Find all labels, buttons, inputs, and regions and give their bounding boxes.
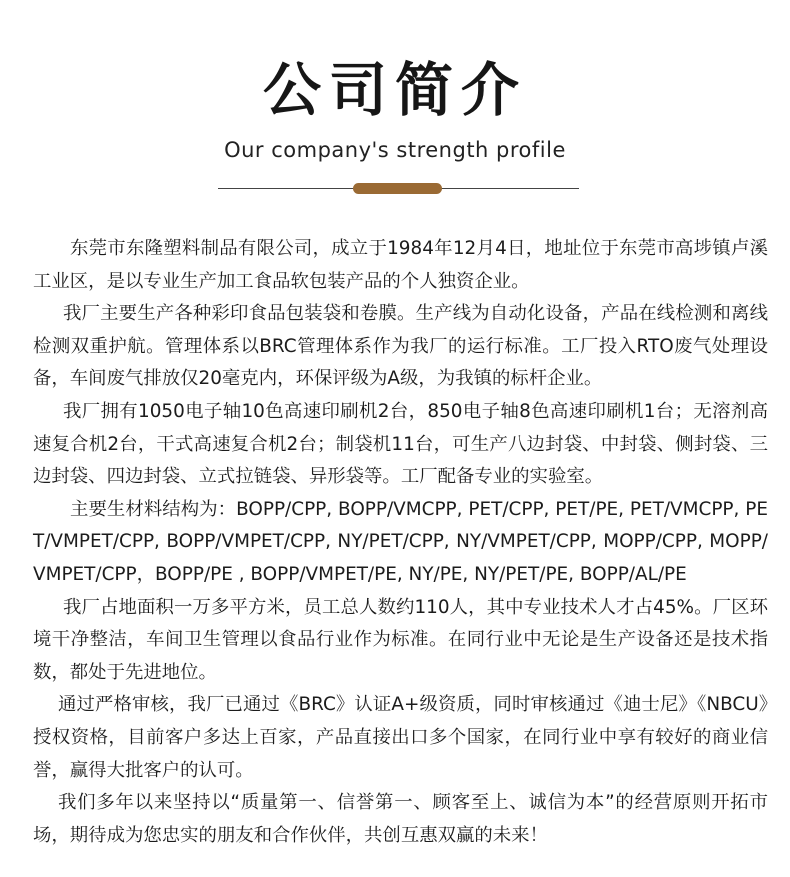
paragraph-facility: 我厂占地面积一万多平方米，员工总人数约110人，其中专业技术人才占45%。厂区环境干净整洁，车间卫生管理以食品行业作为标准。在同行业中无论是生产设备还是技术指数，都处于先进地位。 bbox=[33, 596, 768, 683]
paragraph-principles: 我们多年以来坚持以“质量第一、信誉第一、顾客至上、诚信为本”的经营原则开拓市场，期待成为您忠实的朋友和合作伙伴，共创互惠双赢的未来！ bbox=[33, 792, 768, 846]
paragraph-products: 我厂主要生产各种彩印食品包装袋和卷膜。生产线为自动化设备，产品在线检测和离线检测双重护航。管理体系以BRC管理体系作为我厂的运行标准。工厂投入RTO废气处理设备，车间废气排放仅20毫克内，环保评级为A级，为我镇的标杆企业。 bbox=[33, 303, 768, 390]
paragraph-materials: 主要生材料结构为：BOPP/CPP, BOPP/VMCPP, PET/CPP, PET/PE, PET/VMCPP, PET/VMPET/CPP, BOPP/VMPET/CPP, NY/PET/CPP, NY/VMPET/CPP, MOPP/CPP, MOPP/VMPET/CPP，BOPP/PE , BOPP/VMPET/PE, NY/PE, NY/PET/PE, BOPP/AL/PE bbox=[33, 498, 768, 585]
paragraph-company-intro: 东莞市东隆塑料制品有限公司，成立于1984年12月4日，地址位于东莞市高埗镇卢溪工业区，是以专业生产加工食品软包装产品的个人独资企业。 bbox=[33, 238, 768, 292]
page-subtitle: Our company's strength profile bbox=[224, 138, 566, 162]
paragraph-equipment: 我厂拥有1050电子轴10色高速印刷机2台，850电子轴8色高速印刷机1台；无溶剂高速复合机2台，干式高速复合机2台；制袋机11台，可生产八边封袋、中封袋、侧封袋、三边封袋、四边封袋、立式拉链袋、异形袋等。工厂配备专业的实验室。 bbox=[33, 400, 768, 488]
paragraph-certification: 通过严格审核，我厂已通过《BRC》认证A+级资质，同时审核通过《迪士尼》《NBCU》授权资格，目前客户多达上百家，产品直接出口多个国家，在同行业中享有较好的商业信誉，赢得大批客户的认可。 bbox=[33, 694, 768, 781]
page-title: 公司简介 bbox=[262, 56, 527, 124]
title-divider-accent bbox=[353, 183, 442, 194]
profile-body bbox=[33, 233, 768, 852]
